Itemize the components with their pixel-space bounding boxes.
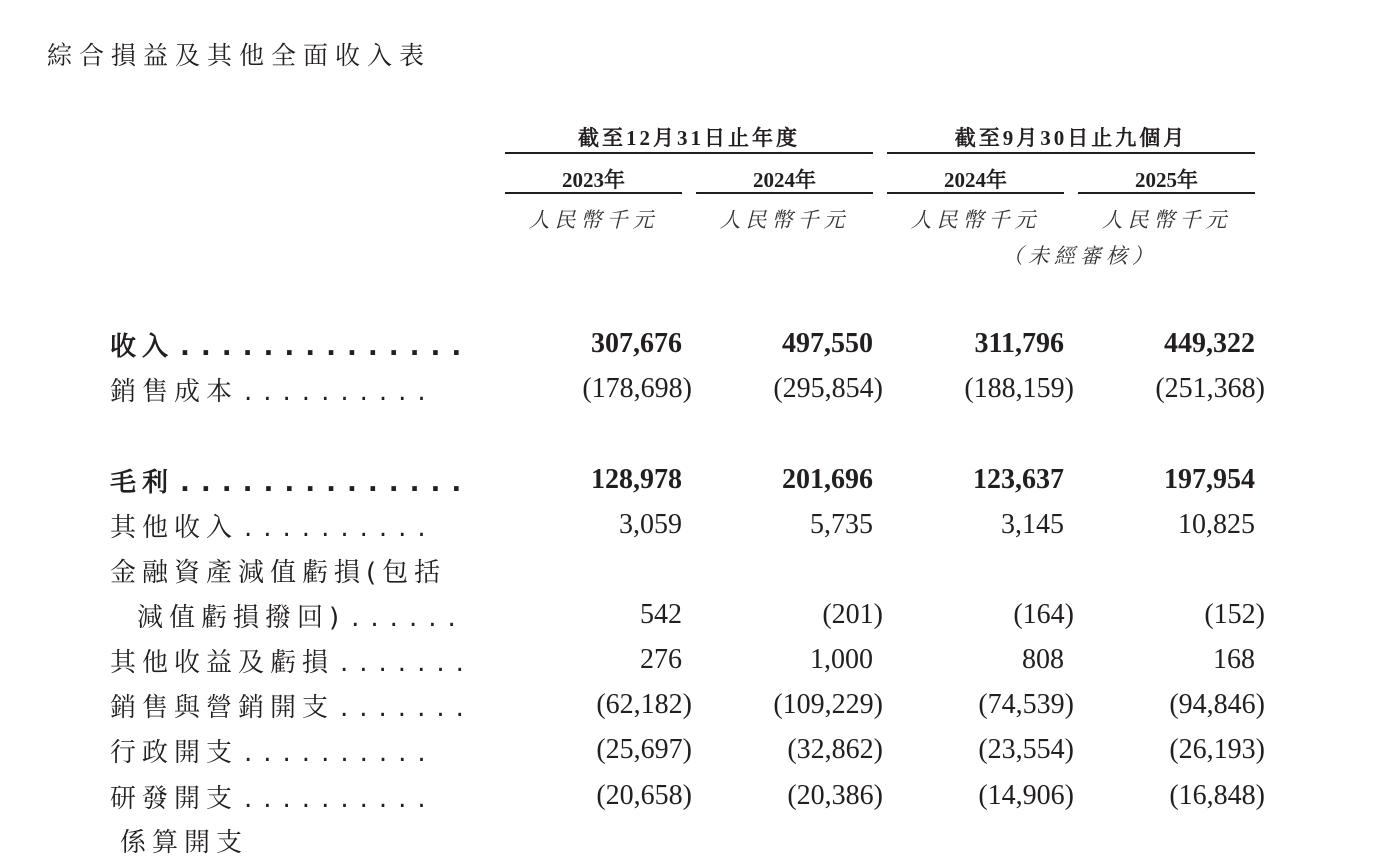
cell-value: (164) [1013, 599, 1074, 630]
row-label: 銷售成本 .......... [110, 377, 437, 407]
table-row-impairment [0, 597, 1394, 637]
cell-value: 10,825 [1178, 509, 1255, 540]
column-unit: 人民幣千元 [910, 208, 1041, 232]
cell-value: (251,368) [1155, 373, 1265, 404]
row-label: 研發開支 .......... [110, 784, 437, 814]
cell-value: 276 [640, 644, 682, 675]
page-title: 綜合損益及其他全面收入表 [47, 41, 432, 70]
cell-value: (94,846) [1169, 689, 1265, 720]
cell-value: (32,862) [787, 734, 883, 765]
cell-value: 1,000 [810, 644, 873, 675]
cell-value: 307,676 [591, 328, 682, 359]
row-label: 行政開支 .......... [110, 738, 437, 768]
row-label: 係算開支 [120, 828, 249, 858]
cell-value: 311,796 [974, 328, 1064, 359]
cell-value: 542 [640, 599, 682, 630]
cell-value: (74,539) [978, 689, 1074, 720]
column-year-2025-9m: 2025年 [1078, 164, 1255, 194]
table-row-selling-marketing [0, 687, 1394, 727]
column-unit: 人民幣千元 [719, 208, 850, 232]
cell-value: (20,658) [596, 780, 692, 811]
cell-value: 201,696 [782, 464, 873, 495]
cell-value: 449,322 [1164, 328, 1255, 359]
column-unit: 人民幣千元 [1101, 208, 1232, 232]
table-row-impairment-label-line1 [0, 552, 1394, 592]
column-year-2024: 2024年 [696, 164, 873, 194]
cell-value: (109,229) [773, 689, 883, 720]
column-year-2023: 2023年 [505, 164, 682, 194]
cell-value: 123,637 [973, 464, 1064, 495]
column-year-2024-9m: 2024年 [887, 164, 1064, 194]
cell-value: (295,854) [773, 373, 883, 404]
table-row-revenue [0, 326, 1394, 366]
table-row-other-gains-losses [0, 642, 1394, 682]
cell-value: 168 [1213, 644, 1255, 675]
cell-value: 3,059 [619, 509, 682, 540]
cell-value: (26,193) [1169, 734, 1265, 765]
row-label: 銷售與營銷開支 ....... [110, 693, 475, 723]
row-label: 毛利 .............. [110, 468, 473, 498]
table-row-gross-profit [0, 462, 1394, 502]
cell-value: (188,159) [964, 373, 1074, 404]
table-row-other-income [0, 507, 1394, 547]
table-row-clipped [0, 822, 1394, 862]
cell-value: 5,735 [810, 509, 873, 540]
cell-value: (23,554) [978, 734, 1074, 765]
cell-value: 128,978 [591, 464, 682, 495]
row-label: 減值虧損撥回) ...... [137, 603, 467, 633]
table-row-admin-expenses [0, 732, 1394, 772]
table-row-cost-of-sales [0, 371, 1394, 411]
row-label: 其他收益及虧損 ....... [110, 648, 475, 678]
cell-value: (201) [822, 599, 883, 630]
cell-value: 808 [1022, 644, 1064, 675]
cell-value: (20,386) [787, 780, 883, 811]
period-header-nine-months: 截至9月30日止九個月 [887, 122, 1255, 154]
row-label: 其他收入 .......... [110, 513, 437, 543]
cell-value: (62,182) [596, 689, 692, 720]
cell-value: (25,697) [596, 734, 692, 765]
cell-value: 497,550 [782, 328, 873, 359]
row-label: 收入 .............. [110, 332, 473, 362]
period-header-full-year: 截至12月31日止年度 [505, 122, 873, 154]
cell-value: (14,906) [978, 780, 1074, 811]
row-label: 金融資產減值虧損(包括 [110, 558, 447, 588]
table-row-rd-expenses [0, 778, 1394, 818]
cell-value: 197,954 [1164, 464, 1255, 495]
cell-value: (178,698) [582, 373, 692, 404]
unaudited-note: （未經審核） [1002, 244, 1158, 268]
column-unit: 人民幣千元 [528, 208, 659, 232]
cell-value: (16,848) [1169, 780, 1265, 811]
cell-value: (152) [1204, 599, 1265, 630]
cell-value: 3,145 [1001, 509, 1064, 540]
